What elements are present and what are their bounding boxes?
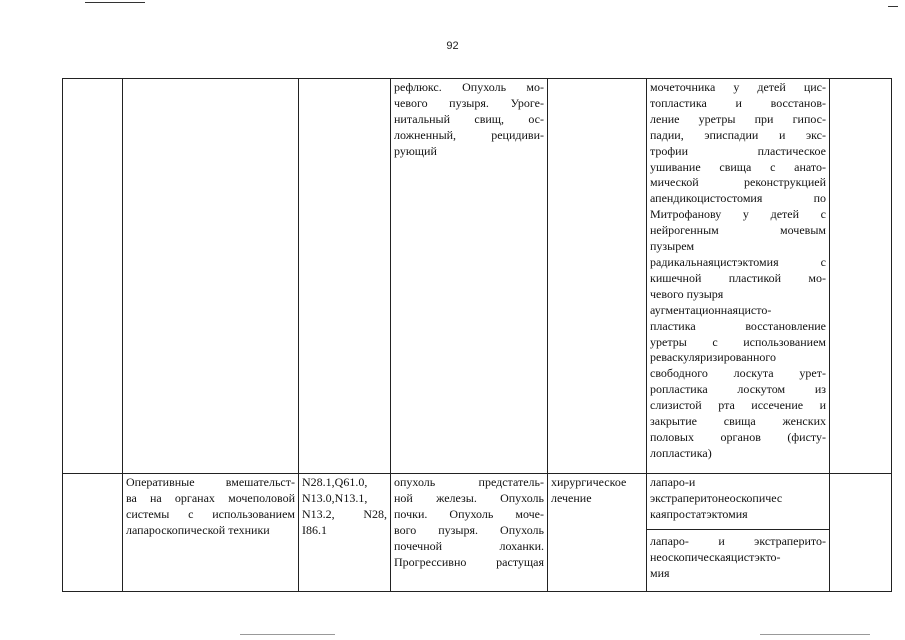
- method-line: мочеточника у детей цис-: [650, 80, 826, 94]
- intervention-line: лапароскопической техники: [126, 522, 270, 537]
- treatment-line: хирургическое: [551, 475, 627, 489]
- method-line: ление уретры при гипос-: [650, 111, 826, 126]
- method-line: экстраперитонеоскопичес: [650, 490, 783, 505]
- diagnosis-line: почки. Опухоль моче-: [394, 506, 544, 521]
- method-line: чевого пузыря: [650, 286, 724, 301]
- intervention-line: системы с использованием: [126, 506, 295, 521]
- row2-intervention-cell: [123, 474, 299, 592]
- method-line: свободного лоскута урет-: [650, 366, 826, 381]
- method-line: падии, эписпадии и экс-: [650, 127, 826, 142]
- row1-intervention-cell: [123, 79, 299, 474]
- row2-extra-cell: [830, 474, 892, 592]
- diagnosis-line: почечной лоханки.: [394, 538, 544, 553]
- method-line: пузырем: [650, 239, 695, 254]
- method-line: ушивание свища с анато-: [650, 159, 826, 174]
- scan-artifact-top: [85, 2, 145, 3]
- diagnosis-line: вого пузыря. Опухоль: [394, 522, 544, 537]
- method-subcell-cystectomy: [647, 529, 829, 582]
- method-line: радикальнаяцистэктомия с: [650, 254, 826, 269]
- row2-diagnosis-cell: [391, 474, 548, 592]
- method-line: аугментационнаяцисто-: [650, 302, 772, 317]
- treatment-line: лечение: [551, 490, 592, 505]
- method-line: пластика восстановление: [650, 318, 826, 333]
- intervention-line: ва на органах мочеполовой: [126, 490, 295, 505]
- method-subcell-prostatectomy: [650, 475, 826, 523]
- diagnosis-line: ложненный, рецидиви-: [394, 127, 544, 142]
- code-line: N13.2, N28,: [302, 506, 387, 521]
- row1-codes-cell: [299, 79, 391, 474]
- method-line: уретры с использованием: [650, 334, 826, 349]
- method-line: ропластика лоскутом из: [650, 382, 826, 397]
- intervention-line: Оперативные вмешательст-: [126, 475, 295, 489]
- row1-treatment-cell: [548, 79, 647, 474]
- method-line: трофии пластическое: [650, 143, 826, 158]
- page-number: 92: [446, 40, 459, 52]
- row1-number-cell: [63, 79, 123, 474]
- code-line: N28.1,Q61.0,: [302, 475, 368, 489]
- diagnosis-line: Прогрессивно растущая: [394, 554, 544, 569]
- method-line: топластика и восстанов-: [650, 95, 826, 110]
- row1-method-cell: [647, 79, 830, 474]
- row2-method-cell: [647, 474, 830, 592]
- method-line: кишечной пластикой мо-: [650, 270, 826, 285]
- method-line: слизистой рта иссечение и: [650, 398, 826, 413]
- method-line: лопластика): [650, 445, 712, 460]
- table-row: [63, 474, 892, 592]
- row1-extra-cell: [830, 79, 892, 474]
- method-line: лапаро-и: [650, 475, 696, 489]
- method-line: половых органов (фисту-: [650, 429, 826, 444]
- diagnosis-line: опухоль предстатель-: [394, 475, 544, 489]
- method-line: лапаро- и экстраперито-: [650, 533, 826, 548]
- scan-artifact-top-right: [888, 6, 898, 7]
- diagnosis-line: рующий: [394, 143, 437, 158]
- method-line: закрытие свища женских: [650, 414, 826, 429]
- code-line: I86.1: [302, 522, 327, 537]
- method-line: реваскуляризированного: [650, 350, 777, 365]
- method-line: нейрогенным мочевым: [650, 223, 826, 238]
- diagnosis-line: чевого пузыря. Уроге-: [394, 95, 544, 110]
- diagnosis-line: ной железы. Опухоль: [394, 490, 544, 505]
- row2-number-cell: [63, 474, 123, 592]
- row1-diagnosis-cell: [391, 79, 548, 474]
- method-line: Митрофанову у детей с: [650, 207, 826, 222]
- method-line: мия: [650, 565, 670, 580]
- scan-artifact-bottom: [240, 634, 335, 635]
- method-line: мической реконструкцией: [650, 175, 826, 190]
- row2-treatment-cell: [548, 474, 647, 592]
- code-line: N13.0,N13.1,: [302, 490, 368, 505]
- method-line: каяпростатэктомия: [650, 506, 748, 521]
- method-line: неоскопическаяцистэкто-: [650, 549, 781, 564]
- table-row: [63, 79, 892, 474]
- diagnosis-line: нитальный свищ, ос-: [394, 111, 544, 126]
- diagnosis-line: рефлюкс. Опухоль мо-: [394, 80, 544, 94]
- medical-procedures-table: [62, 78, 892, 592]
- method-line: апендикоцистостомия по: [650, 191, 826, 206]
- row2-codes-cell: [299, 474, 391, 592]
- scan-artifact-bottom-right: [760, 634, 870, 635]
